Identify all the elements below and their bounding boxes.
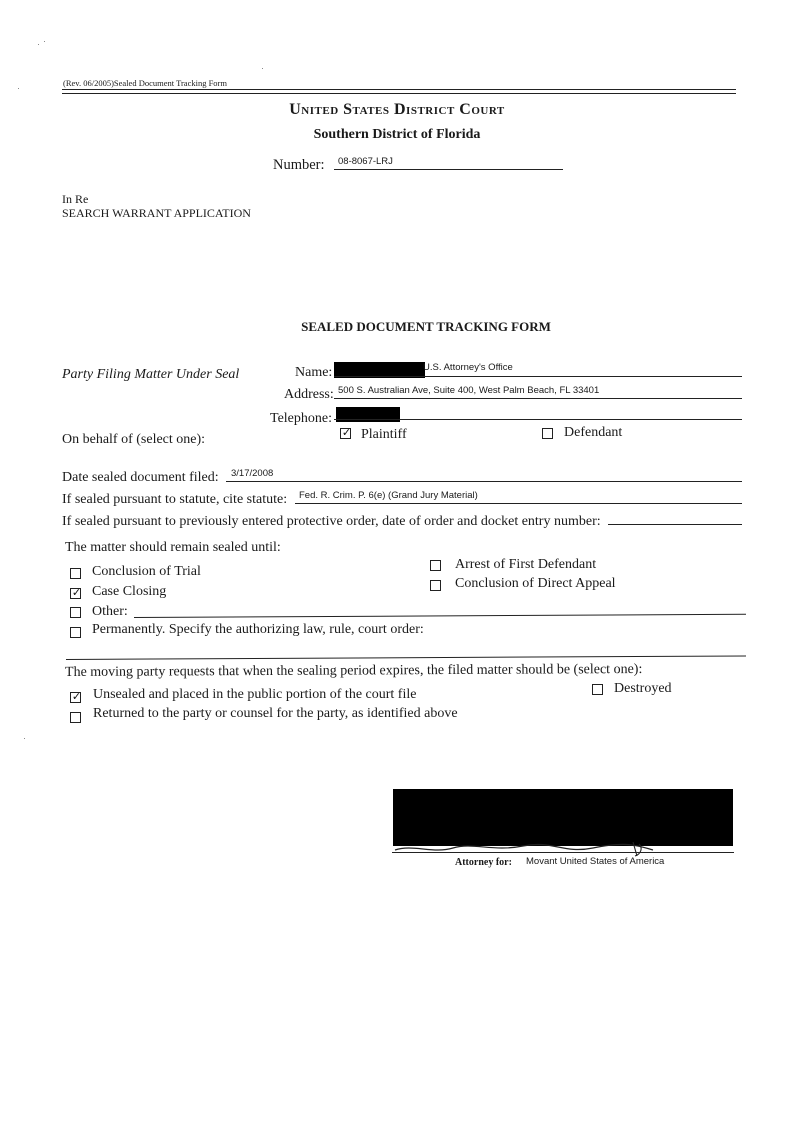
expiry-label: The moving party requests that when the sealing period expires, the filed matter should be (select one): <box>64 661 643 680</box>
plaintiff-check-mark: ✓ <box>341 426 352 439</box>
unsealed-label: Unsealed and placed in the public portion of the court file <box>93 687 417 702</box>
case-closing-label: Case Closing <box>92 584 167 599</box>
redaction-signature <box>393 789 733 846</box>
case-number-line <box>334 169 563 170</box>
on-behalf-label: On behalf of (select one): <box>62 432 206 447</box>
arrest-first-defendant-label: Arrest of First Defendant <box>455 557 597 572</box>
permanently-line <box>66 655 746 660</box>
district-name: Southern District of Florida <box>313 127 481 142</box>
other-checkbox[interactable] <box>70 607 81 618</box>
court-name: United States District Court <box>289 101 505 118</box>
scan-speck <box>24 738 25 739</box>
scan-speck <box>18 88 19 89</box>
returned-checkbox[interactable] <box>70 712 81 723</box>
scan-speck <box>44 41 45 42</box>
unsealed-check-mark: ✓ <box>71 690 82 703</box>
case-closing-checkbox[interactable] <box>70 588 81 599</box>
destroyed-checkbox[interactable] <box>592 684 603 695</box>
scan-speck <box>38 44 39 45</box>
plaintiff-checkbox[interactable] <box>340 428 351 439</box>
attorney-for-label: Attorney for: <box>455 857 512 868</box>
unsealed-checkbox[interactable] <box>70 692 81 703</box>
address-value: 500 S. Australian Ave, Suite 400, West Palm Beach, FL 33401 <box>338 385 600 396</box>
header-rule-top <box>62 89 736 90</box>
statute-line <box>295 503 742 504</box>
conclusion-of-trial-checkbox[interactable] <box>70 568 81 579</box>
defendant-label: Defendant <box>564 425 623 440</box>
scan-speck <box>262 68 263 69</box>
case-closing-check-mark: ✓ <box>71 586 82 599</box>
permanently-checkbox[interactable] <box>70 627 81 638</box>
arrest-first-defendant-checkbox[interactable] <box>430 560 441 571</box>
name-value: U.S. Attorney's Office <box>423 362 513 373</box>
case-number-value: 08-8067-LRJ <box>338 156 393 167</box>
name-label: Name: <box>295 365 333 380</box>
case-title: SEARCH WARRANT APPLICATION <box>62 206 251 220</box>
date-filed-line <box>226 481 742 482</box>
sealed-until-label: The matter should remain sealed until: <box>65 540 281 555</box>
date-filed-value: 3/17/2008 <box>231 468 274 479</box>
date-filed-label: Date sealed document filed: <box>62 470 219 485</box>
address-label: Address: <box>284 387 334 402</box>
form-revision-label: (Rev. 06/2005)Sealed Document Tracking Form <box>63 78 227 88</box>
telephone-label: Telephone: <box>270 411 332 426</box>
signature-line <box>392 852 734 853</box>
destroyed-label: Destroyed <box>614 681 672 696</box>
telephone-line <box>334 419 742 420</box>
form-title: SEALED DOCUMENT TRACKING FORM <box>301 319 551 334</box>
header-rule-bottom <box>62 93 736 94</box>
conclusion-direct-appeal-checkbox[interactable] <box>430 580 441 591</box>
other-line <box>134 614 746 618</box>
party-section-label: Party Filing Matter Under Seal <box>62 367 240 382</box>
case-number-label: Number: <box>273 157 325 173</box>
statute-value: Fed. R. Crim. P. 6(e) (Grand Jury Material) <box>299 490 478 501</box>
conclusion-of-trial-label: Conclusion of Trial <box>92 564 201 579</box>
returned-label: Returned to the party or counsel for the party, as identified above <box>93 706 458 721</box>
other-label: Other: <box>92 604 128 619</box>
plaintiff-label: Plaintiff <box>361 427 407 442</box>
statute-label: If sealed pursuant to statute, cite statute: <box>62 492 288 507</box>
permanently-label: Permanently. Specify the authorizing law, rule, court order: <box>92 622 424 637</box>
address-line <box>334 398 742 399</box>
in-re-label: In Re <box>62 192 89 206</box>
attorney-for-value: Movant United States of America <box>526 856 665 867</box>
protective-order-label: If sealed pursuant to previously entered protective order, date of order and docket entry number: <box>62 514 601 529</box>
conclusion-direct-appeal-label: Conclusion of Direct Appeal <box>455 576 616 591</box>
name-line <box>334 376 742 377</box>
defendant-checkbox[interactable] <box>542 428 553 439</box>
protective-order-line <box>608 524 742 525</box>
